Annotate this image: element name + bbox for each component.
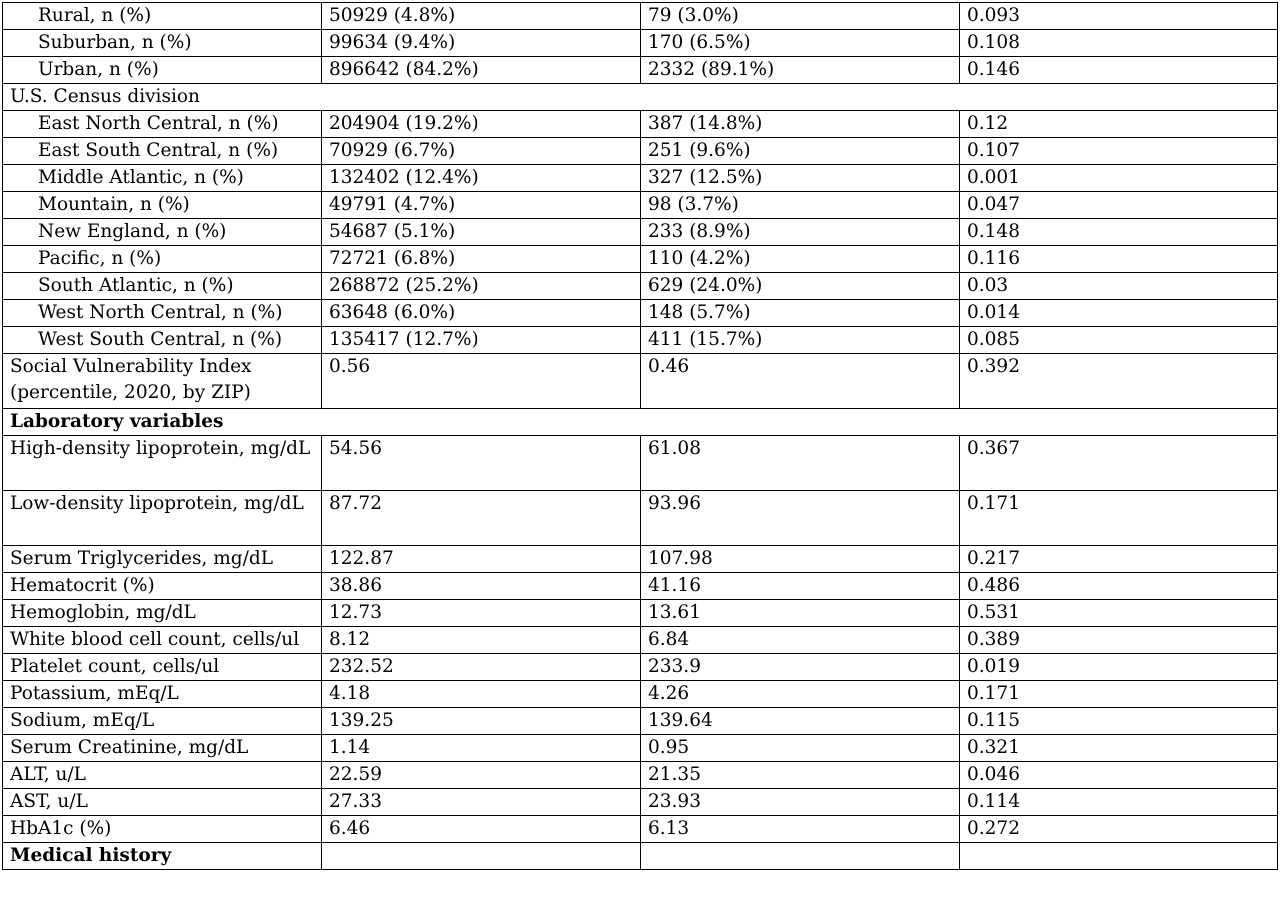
- row-label-cell: East North Central, n (%): [3, 111, 322, 138]
- row-label-cell: White blood cell count, cells/ul: [3, 627, 322, 654]
- smd-value-cell: 0.114: [960, 789, 1278, 816]
- row-label-cell: Middle Atlantic, n (%): [3, 165, 322, 192]
- cohort-1-value-cell: 8.12: [322, 627, 641, 654]
- cohort-2-value-cell: 6.13: [641, 816, 960, 843]
- cohort-1-value-cell: 70929 (6.7%): [322, 138, 641, 165]
- table-row: [3, 327, 1278, 354]
- smd-value-cell: 0.115: [960, 708, 1278, 735]
- table-row: [3, 3, 1278, 30]
- table-row: [3, 735, 1278, 762]
- table-row: [3, 546, 1278, 573]
- smd-value-cell: 0.531: [960, 600, 1278, 627]
- cohort-2-value-cell: 0.95: [641, 735, 960, 762]
- cohort-1-value-cell: 27.33: [322, 789, 641, 816]
- smd-value-cell: 0.046: [960, 762, 1278, 789]
- table-row: [3, 57, 1278, 84]
- cohort-1-value-cell: 72721 (6.8%): [322, 246, 641, 273]
- table-row: [3, 816, 1278, 843]
- row-label-cell: ALT, u/L: [3, 762, 322, 789]
- table-row: [3, 436, 1278, 491]
- row-label-cell: Hemoglobin, mg/dL: [3, 600, 322, 627]
- row-label-cell: West South Central, n (%): [3, 327, 322, 354]
- cohort-1-value-cell: 54687 (5.1%): [322, 219, 641, 246]
- cohort-1-value-cell: 122.87: [322, 546, 641, 573]
- row-label-cell: Potassium, mEq/L: [3, 681, 322, 708]
- cohort-2-value-cell: 0.46: [641, 354, 960, 409]
- group-header-cell: U.S. Census division: [3, 84, 1278, 111]
- baseline-characteristics-table: [2, 2, 1278, 870]
- cohort-2-value-cell: 6.84: [641, 627, 960, 654]
- table-row: [3, 138, 1278, 165]
- cohort-2-value-cell: 61.08: [641, 436, 960, 491]
- table-row: [3, 165, 1278, 192]
- smd-value-cell: 0.171: [960, 681, 1278, 708]
- row-label-cell: West North Central, n (%): [3, 300, 322, 327]
- table-row: [3, 246, 1278, 273]
- table-row: [3, 627, 1278, 654]
- cohort-2-value-cell: 251 (9.6%): [641, 138, 960, 165]
- cohort-2-value-cell: 387 (14.8%): [641, 111, 960, 138]
- cohort-1-value-cell: 12.73: [322, 600, 641, 627]
- cohort-1-value-cell: 132402 (12.4%): [322, 165, 641, 192]
- smd-value-cell: 0.108: [960, 30, 1278, 57]
- row-label-cell: East South Central, n (%): [3, 138, 322, 165]
- table-row: [3, 789, 1278, 816]
- empty-cell: [641, 843, 960, 870]
- row-label-cell: Urban, n (%): [3, 57, 322, 84]
- section-header-cell: Medical history: [3, 843, 322, 870]
- smd-value-cell: 0.217: [960, 546, 1278, 573]
- row-label-cell: New England, n (%): [3, 219, 322, 246]
- table-row: [3, 111, 1278, 138]
- cohort-1-value-cell: 54.56: [322, 436, 641, 491]
- cohort-2-value-cell: 13.61: [641, 600, 960, 627]
- empty-cell: [960, 843, 1278, 870]
- cohort-2-value-cell: 79 (3.0%): [641, 3, 960, 30]
- cohort-1-value-cell: 204904 (19.2%): [322, 111, 641, 138]
- table-row: [3, 273, 1278, 300]
- row-label-cell: High-density lipoprotein, mg/dL: [3, 436, 322, 491]
- row-label-cell: Low-density lipoprotein, mg/dL: [3, 491, 322, 546]
- table-row: [3, 573, 1278, 600]
- cohort-1-value-cell: 896642 (84.2%): [322, 57, 641, 84]
- row-label-cell: HbA1c (%): [3, 816, 322, 843]
- cohort-2-value-cell: 23.93: [641, 789, 960, 816]
- cohort-1-value-cell: 50929 (4.8%): [322, 3, 641, 30]
- smd-value-cell: 0.093: [960, 3, 1278, 30]
- cohort-1-value-cell: 22.59: [322, 762, 641, 789]
- table-row: [3, 681, 1278, 708]
- row-label-cell: Suburban, n (%): [3, 30, 322, 57]
- smd-value-cell: 0.085: [960, 327, 1278, 354]
- cohort-2-value-cell: 233 (8.9%): [641, 219, 960, 246]
- smd-value-cell: 0.171: [960, 491, 1278, 546]
- table-row: [3, 219, 1278, 246]
- cohort-2-value-cell: 4.26: [641, 681, 960, 708]
- table-row: [3, 843, 1278, 870]
- cohort-1-value-cell: 0.56: [322, 354, 641, 409]
- smd-value-cell: 0.12: [960, 111, 1278, 138]
- cohort-1-value-cell: 139.25: [322, 708, 641, 735]
- cohort-2-value-cell: 98 (3.7%): [641, 192, 960, 219]
- table-row: [3, 491, 1278, 546]
- smd-value-cell: 0.392: [960, 354, 1278, 409]
- smd-value-cell: 0.107: [960, 138, 1278, 165]
- row-label-cell: Hematocrit (%): [3, 573, 322, 600]
- smd-value-cell: 0.019: [960, 654, 1278, 681]
- table-row: [3, 192, 1278, 219]
- cohort-2-value-cell: 170 (6.5%): [641, 30, 960, 57]
- table-row: [3, 409, 1278, 436]
- row-label-cell: Sodium, mEq/L: [3, 708, 322, 735]
- cohort-1-value-cell: 63648 (6.0%): [322, 300, 641, 327]
- cohort-1-value-cell: 135417 (12.7%): [322, 327, 641, 354]
- cohort-2-value-cell: 629 (24.0%): [641, 273, 960, 300]
- table-row: [3, 654, 1278, 681]
- row-label-cell: Pacific, n (%): [3, 246, 322, 273]
- table-row: [3, 600, 1278, 627]
- row-label-cell: Rural, n (%): [3, 3, 322, 30]
- cohort-2-value-cell: 93.96: [641, 491, 960, 546]
- smd-value-cell: 0.148: [960, 219, 1278, 246]
- cohort-2-value-cell: 110 (4.2%): [641, 246, 960, 273]
- row-label-cell: South Atlantic, n (%): [3, 273, 322, 300]
- cohort-2-value-cell: 233.9: [641, 654, 960, 681]
- smd-value-cell: 0.367: [960, 436, 1278, 491]
- cohort-2-value-cell: 21.35: [641, 762, 960, 789]
- smd-value-cell: 0.001: [960, 165, 1278, 192]
- smd-value-cell: 0.014: [960, 300, 1278, 327]
- cohort-1-value-cell: 6.46: [322, 816, 641, 843]
- cohort-2-value-cell: 148 (5.7%): [641, 300, 960, 327]
- cohort-2-value-cell: 411 (15.7%): [641, 327, 960, 354]
- cohort-1-value-cell: 49791 (4.7%): [322, 192, 641, 219]
- table-row: [3, 762, 1278, 789]
- cohort-2-value-cell: 2332 (89.1%): [641, 57, 960, 84]
- cohort-2-value-cell: 327 (12.5%): [641, 165, 960, 192]
- row-label-cell: AST, u/L: [3, 789, 322, 816]
- smd-value-cell: 0.272: [960, 816, 1278, 843]
- cohort-1-value-cell: 4.18: [322, 681, 641, 708]
- smd-value-cell: 0.03: [960, 273, 1278, 300]
- smd-value-cell: 0.047: [960, 192, 1278, 219]
- row-label-cell: Platelet count, cells/ul: [3, 654, 322, 681]
- cohort-2-value-cell: 139.64: [641, 708, 960, 735]
- table-row: [3, 30, 1278, 57]
- smd-value-cell: 0.486: [960, 573, 1278, 600]
- section-header-cell: Laboratory variables: [3, 409, 1278, 436]
- cohort-1-value-cell: 87.72: [322, 491, 641, 546]
- cohort-1-value-cell: 1.14: [322, 735, 641, 762]
- row-label-cell: Social Vulnerability Index (percentile, 2020, by ZIP): [3, 354, 322, 409]
- smd-value-cell: 0.389: [960, 627, 1278, 654]
- table-row: [3, 300, 1278, 327]
- row-label-cell: Serum Triglycerides, mg/dL: [3, 546, 322, 573]
- cohort-1-value-cell: 99634 (9.4%): [322, 30, 641, 57]
- cohort-1-value-cell: 38.86: [322, 573, 641, 600]
- table-body: [3, 3, 1278, 870]
- smd-value-cell: 0.321: [960, 735, 1278, 762]
- table-row: [3, 708, 1278, 735]
- empty-cell: [322, 843, 641, 870]
- smd-value-cell: 0.116: [960, 246, 1278, 273]
- table-row: [3, 84, 1278, 111]
- table-row: [3, 354, 1278, 409]
- cohort-1-value-cell: 232.52: [322, 654, 641, 681]
- row-label-cell: Serum Creatinine, mg/dL: [3, 735, 322, 762]
- cohort-1-value-cell: 268872 (25.2%): [322, 273, 641, 300]
- cohort-2-value-cell: 41.16: [641, 573, 960, 600]
- cohort-2-value-cell: 107.98: [641, 546, 960, 573]
- row-label-cell: Mountain, n (%): [3, 192, 322, 219]
- smd-value-cell: 0.146: [960, 57, 1278, 84]
